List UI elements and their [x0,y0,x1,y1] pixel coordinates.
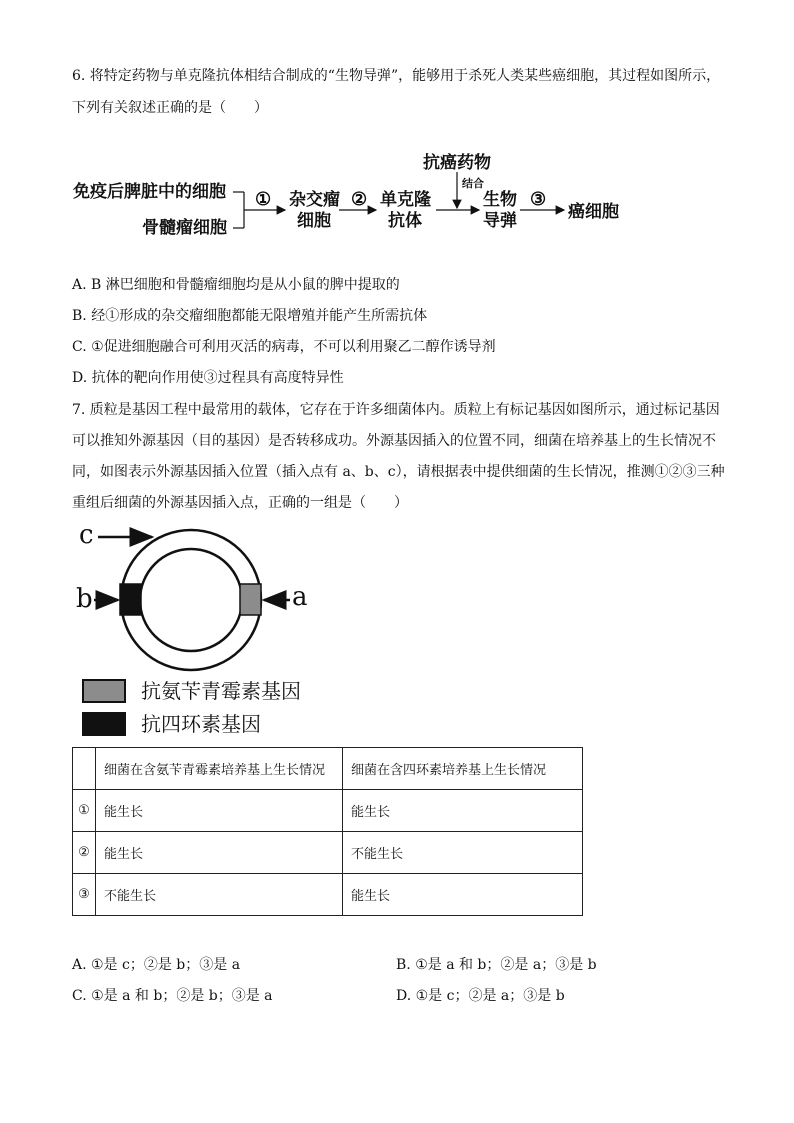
legend-ampicillin: 抗氨苄青霉素基因 [141,679,301,703]
hybridoma-line1: 杂交瘤 [289,190,340,210]
table-header-cell [73,748,96,790]
q7-option-c: C. ①是 a 和 b；②是 b；③是 a [72,988,273,1004]
ampicillin-gene-block [240,584,261,615]
table-cell: 能生长 [96,790,343,832]
plasmid-inner-ring [140,549,242,651]
table-cell: 不能生长 [343,832,583,874]
tetracycline-gene-block [120,584,141,615]
input-spleen-cells: 免疫后脾脏中的细胞 [73,182,226,202]
q6-stem-line1: 6. 将特定药物与单克隆抗体相结合制成的“生物导弹”，能够用于杀死人类某些癌细胞，其过程如图所示， [72,68,721,84]
step-3-label: ③ [530,189,547,210]
table-row [73,874,583,916]
table-row [73,790,583,832]
table-header-cell: 细菌在含四环素培养基上生长情况 [343,748,583,790]
missile-line1: 生物 [483,190,517,210]
q7-stem-line2: 可以推知外源基因（目的基因）是否转移成功。外源基因插入的位置不同，细菌在培养基上的生长情况不 [72,433,716,449]
flow-arrows [0,0,794,260]
input-myeloma-cells: 骨髓瘤细胞 [142,218,227,238]
q7-option-a: A. ①是 c；②是 b；③是 a [72,957,241,973]
cancer-cell: 癌细胞 [568,202,619,222]
q6-option-c: C. ①促进细胞融合可利用灭活的病毒，不可以利用聚乙二醇作诱导剂 [72,339,496,355]
legend-black-swatch [82,712,126,736]
anticancer-drug: 抗癌药物 [423,153,491,173]
step-2-label: ② [351,189,368,210]
table-cell: 能生长 [343,790,583,832]
table-cell: ② [73,832,96,874]
table-cell: 能生长 [96,832,343,874]
missile-line2: 导弹 [483,211,517,231]
label-a: a [292,582,308,612]
combine-label: 结合 [462,177,484,190]
plasmid-diagram [70,520,330,680]
hybridoma-line2: 细胞 [297,211,331,231]
growth-table [72,747,583,916]
mab-line1: 单克隆 [380,190,431,210]
q7-option-d: D. ①是 c；②是 a；③是 b [396,988,565,1004]
q7-stem-line1: 7. 质粒是基因工程中最常用的载体，它存在于许多细菌体内。质粒上有标记基因如图所示，通过标记基因 [72,402,720,418]
step-1-label: ① [255,189,272,210]
table-cell: 不能生长 [96,874,343,916]
q7-option-b: B. ①是 a 和 b；②是 a；③是 b [396,957,597,973]
table-header-cell: 细菌在含氨苄青霉素培养基上生长情况 [96,748,343,790]
label-b: b [76,584,93,614]
mab-line2: 抗体 [388,211,422,231]
label-c: c [79,520,94,550]
legend-gray-swatch [82,679,126,703]
q6-stem-line2: 下列有关叙述正确的是（ ） [72,100,268,116]
q7-stem-line3: 同，如图表示外源基因插入位置（插入点有 a、b、c），请根据表中提供细菌的生长情况，推测①②③三种 [72,464,725,480]
q6-option-d: D. 抗体的靶向作用使③过程具有高度特异性 [72,370,344,386]
table-cell: ③ [73,874,96,916]
table-cell: 能生长 [343,874,583,916]
table-header-row [73,748,583,790]
q6-option-b: B. 经①形成的杂交瘤细胞都能无限增殖并能产生所需抗体 [72,308,428,324]
table-row [73,832,583,874]
table-cell: ① [73,790,96,832]
legend-tetracycline: 抗四环素基因 [141,712,261,736]
q6-option-a: A. B 淋巴细胞和骨髓瘤细胞均是从小鼠的脾中提取的 [72,277,400,293]
q7-stem-line4: 重组后细菌的外源基因插入点，正确的一组是（ ） [72,495,408,511]
